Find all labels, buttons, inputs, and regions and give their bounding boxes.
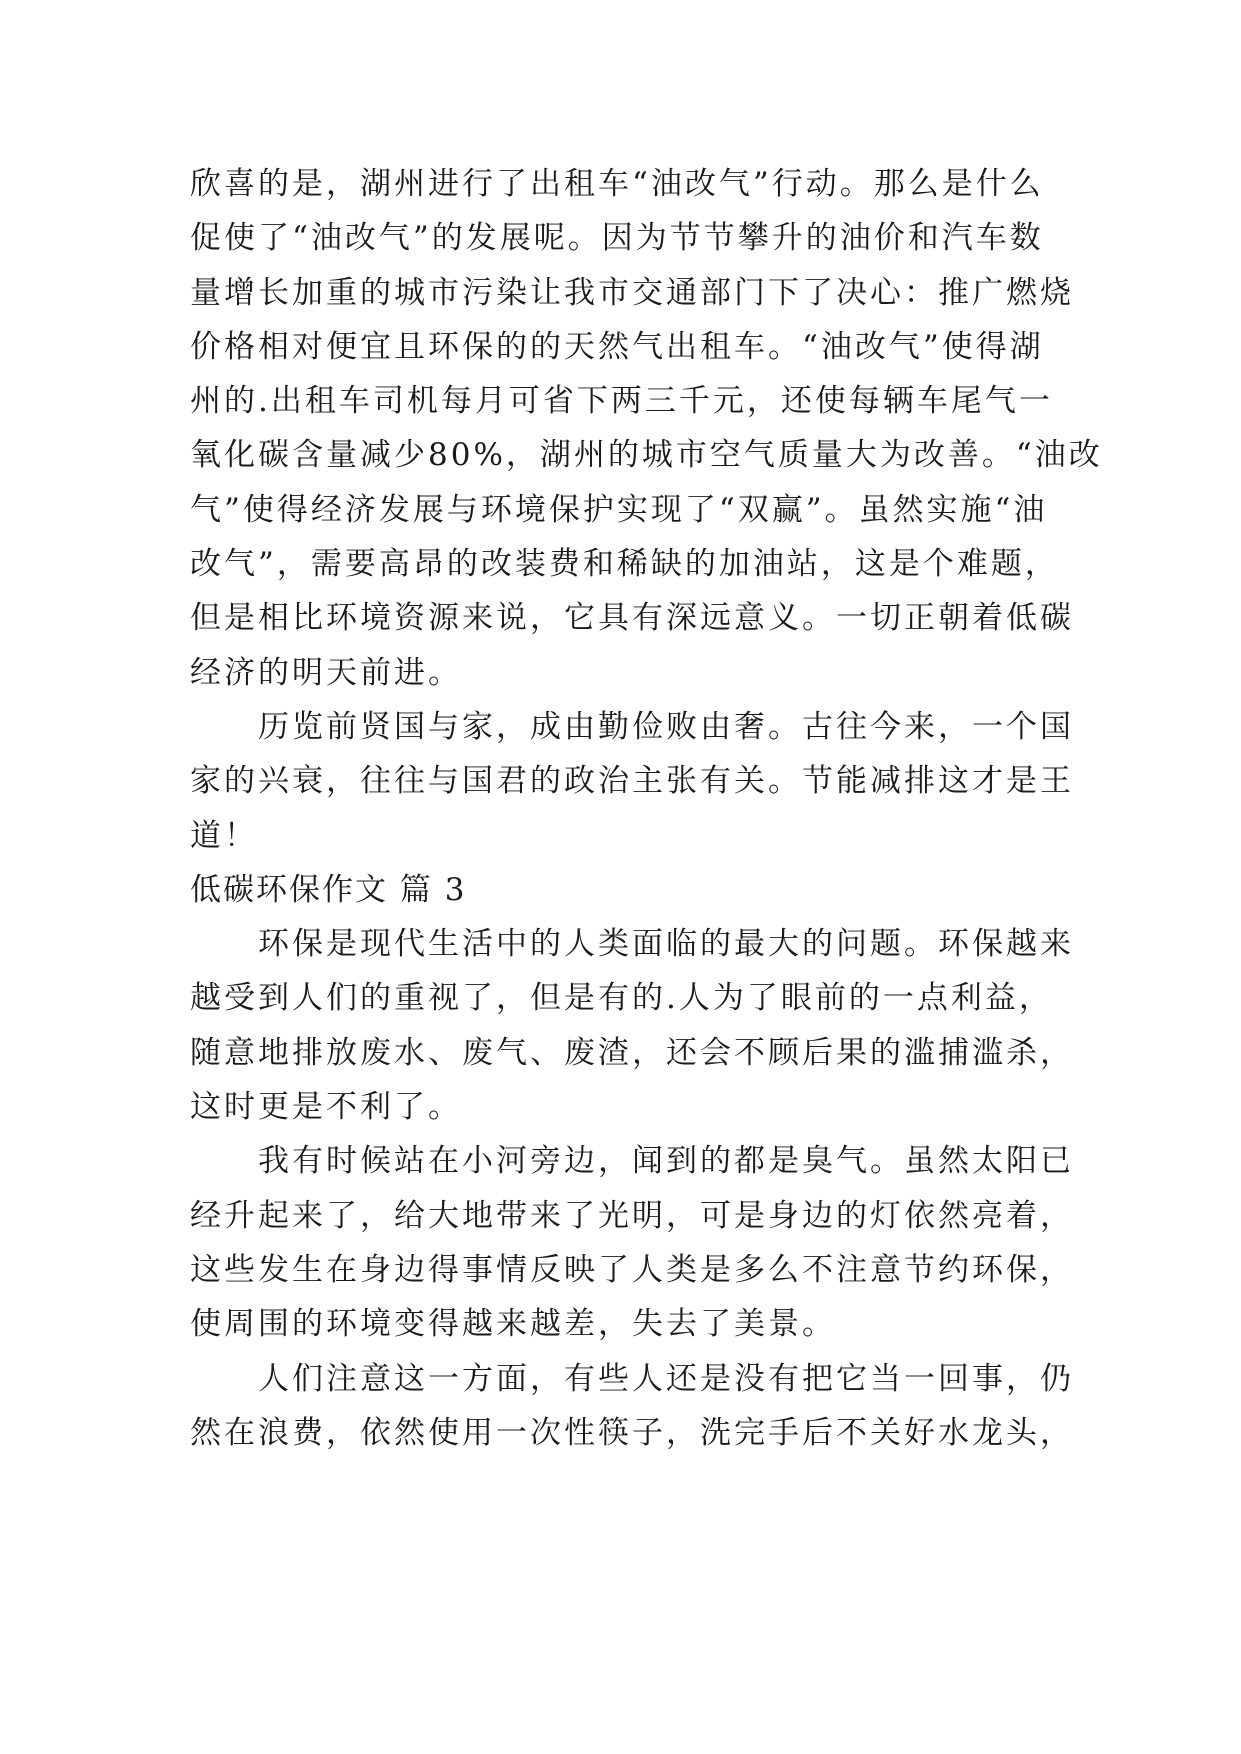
- text-line: 气”使得经济发展与环境保护实现了“双赢”。虽然实施“油: [190, 491, 1048, 528]
- text-line: 环保是现代生活中的人类面临的最大的问题。环保越来: [258, 926, 1074, 963]
- section-heading: [190, 863, 1060, 917]
- text-line: 我有时候站在小河旁边，闻到的都是臭气。虽然太阳已: [258, 1143, 1074, 1180]
- paragraph-environment-problem: [190, 917, 1074, 1134]
- text-line: 氧化碳含量减少80%，湖州的城市空气质量大为改善。“油改: [190, 437, 1103, 474]
- text-line: 经升起来了，给大地带来了光明，可是身边的灯依然亮着，: [190, 1197, 1074, 1234]
- text-line: 随意地排放废水、废气、废渣，还会不顾后果的滥捕滥杀，: [190, 1034, 1074, 1071]
- text-line: 使周围的环境变得越来越差，失去了美景。: [190, 1306, 836, 1343]
- text-line: 这些发生在身边得事情反映了人类是多么不注意节约环保，: [190, 1251, 1074, 1288]
- text-line: 这时更是不利了。: [190, 1089, 462, 1126]
- paragraph-river: [190, 1134, 1074, 1351]
- paragraph-waste: [190, 1352, 1074, 1461]
- text-line: 历览前贤国与家，成由勤俭败由奢。古往今来，一个国: [258, 708, 1074, 745]
- text-line: 道！: [190, 817, 258, 854]
- text-line: 欣喜的是，湖州进行了出租车“油改气”行动。那么是什么: [190, 166, 1044, 202]
- paragraph-history: [190, 700, 1074, 863]
- text-line: 然在浪费，依然使用一次性筷子，洗完手后不关好水龙头，: [190, 1414, 1074, 1451]
- text-line: 量增长加重的城市污染让我市交通部门下了决心：推广燃烧: [190, 274, 1074, 311]
- paragraph-oil-to-gas: [190, 157, 1103, 700]
- text-line: 促使了“油改气”的发展呢。因为节节攀升的油价和汽车数: [190, 220, 1044, 257]
- heading-text: 低碳环保作文 篇 3: [190, 871, 467, 908]
- text-line: 经济的明天前进。: [190, 654, 462, 691]
- text-line: 价格相对便宜且环保的的天然气出租车。“油改气”使得湖: [190, 328, 1044, 365]
- text-line: 人们注意这一方面，有些人还是没有把它当一回事，仍: [258, 1360, 1074, 1397]
- document-body: [190, 157, 1103, 1460]
- text-line: 改气”，需要高昂的改装费和稀缺的加油站，这是个难题，: [190, 546, 1059, 583]
- text-line: 越受到人们的重视了，但是有的.人为了眼前的一点利益，: [190, 980, 1053, 1017]
- text-line: 但是相比环境资源来说，它具有深远意义。一切正朝着低碳: [190, 600, 1074, 637]
- text-line: 州的.出租车司机每月可省下两三千元，还使每辆车尾气一: [190, 383, 1053, 420]
- text-line: 家的兴衰，往往与国君的政治主张有关。节能减排这才是王: [190, 763, 1074, 800]
